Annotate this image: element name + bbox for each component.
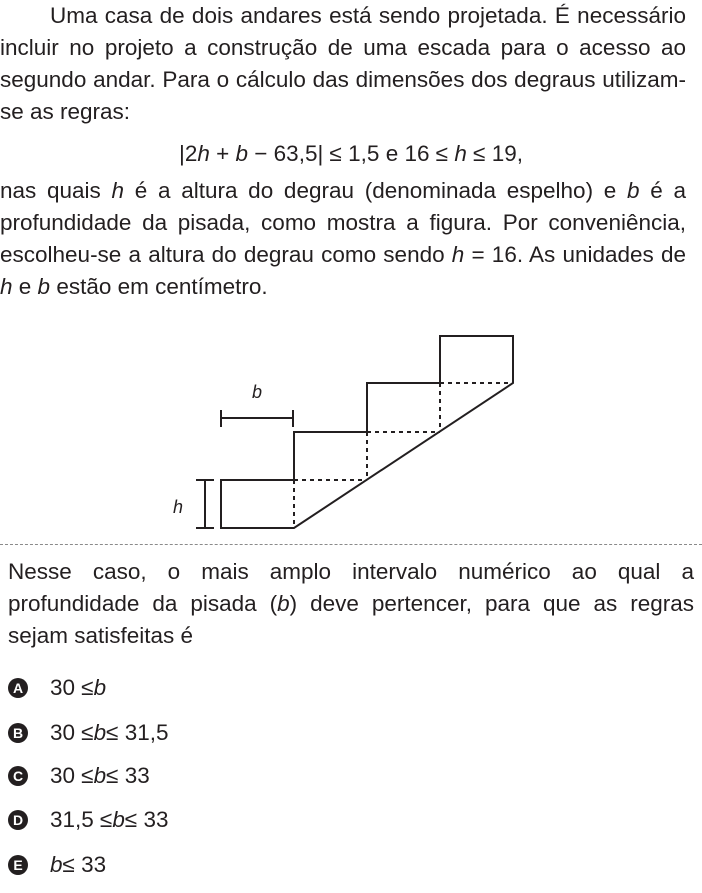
rules-formula: |2h + b − 63,5| ≤ 1,5 e 16 ≤ h ≤ 19, [178,141,523,166]
option-letter-badge: C [8,766,28,786]
dimension-b-line [221,410,293,427]
dimension-h-line [196,480,214,528]
staircase-figure [0,320,702,540]
option-c[interactable]: C 30 ≤ b ≤ 33 [8,762,150,790]
option-letter-badge: E [8,855,28,875]
definitions-paragraph: nas quais h é a altura do degrau (denominada espelho) e b é a profundidade da pisada, como mostra a figura. Por conveniência, escolheu-se a altura do degrau como sendo h = 16. As unidades de h e b estão em centímetro. [0,178,687,299]
option-e[interactable]: E b ≤ 33 [8,851,106,879]
label-h: h [172,497,184,517]
intro-paragraph: Uma casa de dois andares está sendo projetada. É necessário incluir no projeto a construção de uma escada para o acesso ao segundo andar. Para o cálculo das dimensões dos degraus utilizam-se as regras: [0,3,686,124]
option-letter-badge: D [8,810,28,830]
section-divider [0,544,702,545]
option-letter-badge: B [8,723,28,743]
option-letter-badge: A [8,678,28,698]
option-d[interactable]: D 31,5 ≤ b ≤ 33 [8,806,169,834]
option-a[interactable]: A 30 ≤ b [8,674,106,702]
label-b: b [251,382,263,402]
question-stem: Nesse caso, o mais amplo intervalo numérico ao qual a profundidade da pisada (b) deve pertencer, para que as regras sejam satisfeitas é [8,559,694,648]
option-b[interactable]: B 30 ≤ b ≤ 31,5 [8,719,169,747]
